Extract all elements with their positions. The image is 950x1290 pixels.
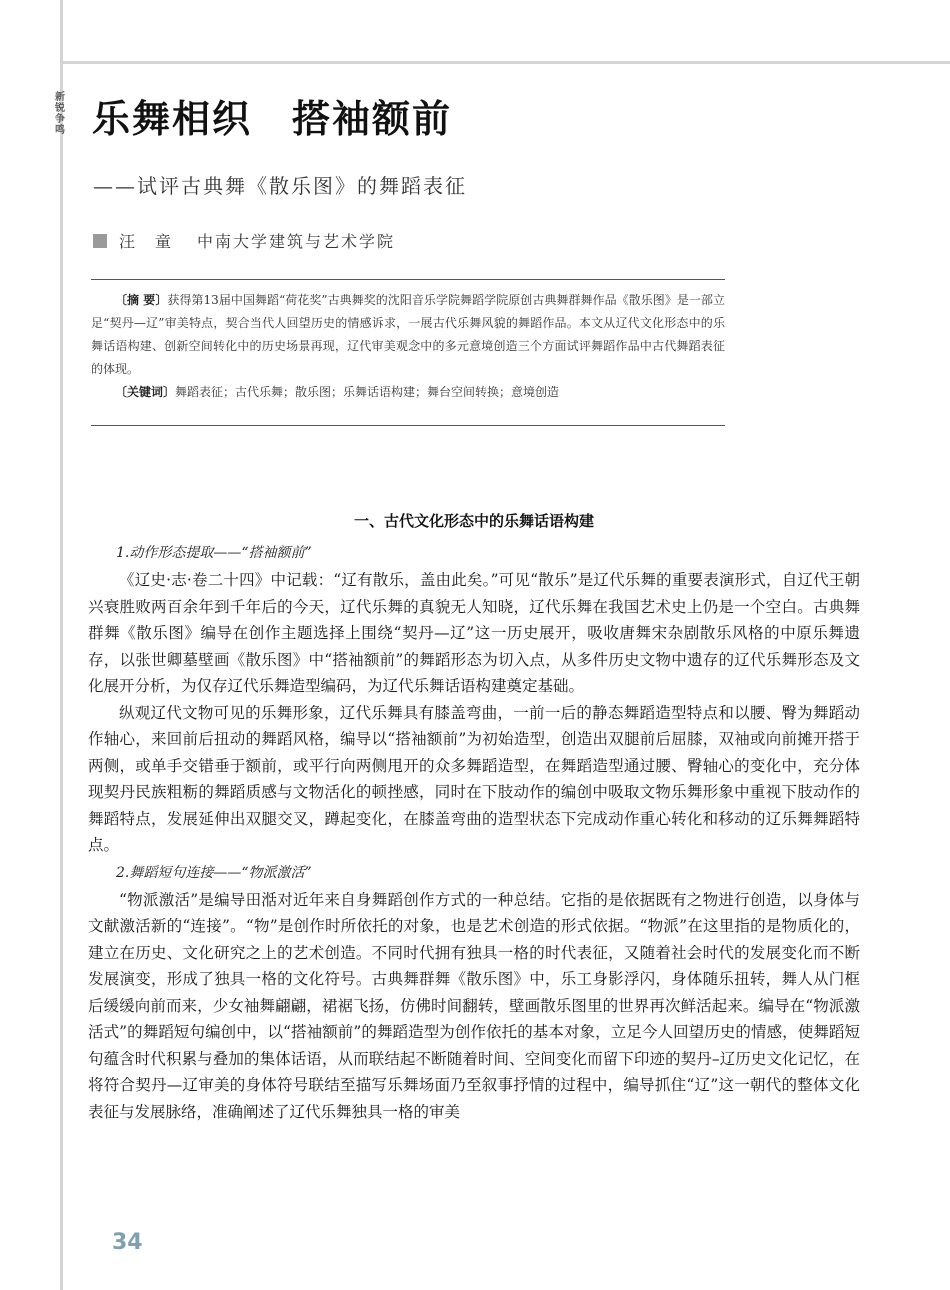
author-affiliation: 中南大学建筑与艺术学院 (197, 232, 396, 251)
author-name: 汪 童 (119, 232, 174, 251)
column-label: 新锐争鸣 (55, 92, 65, 136)
body-paragraph: 《辽史·志·卷二十四》中记载：“辽有散乐，盖由此矣。”可见“散乐”是辽代乐舞的重要表演形式，自辽代王朝兴衰胜败两百余年到千年后的今天，辽代乐舞的真貌无人知晓，辽代乐舞在我国艺术史上仍是一个空白。古典舞群舞《散乐图》编导在创作主题选择上围绕“契丹—辽”这一历史展开，吸收唐舞宋杂剧散乐风格的中原乐舞遗存，以张世卿墓壁画《散乐图》中“搭袖额前”的舞蹈形态为切入点，从多件历史文物中遗存的辽代乐舞形态及文化展开分析，为仅存辽代乐舞造型编码，为辽代乐舞话语构建奠定基础。 (88, 571, 860, 695)
left-margin-rule (60, 0, 63, 1290)
abstract-box (91, 279, 725, 426)
article-body (88, 510, 860, 1125)
body-paragraph: “物派激活”是编导田湉对近年来自身舞蹈创作方式的一种总结。它指的是依据既有之物进行创造，以身体与文献激活新的“连接”。“物”是创作时所依托的对象，也是艺术创造的形式依据。“物派”在这里指的是物质化的，建立在历史、文化研究之上的艺术创造。不同时代拥有独具一格的时代表征，又随着社会时代的发展变化而不断发展演变，形成了独具一格的文化符号。古典舞群舞《散乐图》中，乐工身影浮闪，身体随乐扭转，舞人从门框后缓缓向前而来，少女袖舞翩翩，裙裾飞扬，仿佛时间翻转，壁画散乐图里的世界再次鲜活起来。编导在“物派激活式”的舞蹈短句编创中，以“搭袖额前”的舞蹈造型为创作依托的基本对象，立足今人回望历史的情感，使舞蹈短句蕴含时代积累与叠加的集体话语，从而联结起不断随着时间、空间变化而留下印迹的契丹–辽历史文化记忆，在将符合契丹—辽审美的身体符号联结至描写乐舞场面乃至叙事抒情的过程中，编导抓住“辽”这一朝代的整体文化表征与发展脉络，准确阐述了辽代乐舞独具一格的审美 (88, 890, 860, 1121)
subsection-heading: 2.舞蹈短句连接——“物派激活” (116, 864, 312, 881)
body-paragraph: 纵观辽代文物可见的乐舞形象，辽代乐舞具有膝盖弯曲，一前一后的静态舞蹈造型特点和以腰、臀为舞蹈动作轴心，来回前后扭动的舞蹈风格，编导以“搭袖额前”为初始造型，创造出双腿前后屈膝，双袖或向前摊开搭于两侧，或单手交错垂于额前，或平行向两侧甩开的众多舞蹈造型，在舞蹈造型通过腰、臀轴心的变化中，充分体现契丹民族粗粝的舞蹈质感与文物活化的顿挫感，同时在下肢动作的编创中吸取文物乐舞形象中重视下肢动作的舞蹈特点，发展延伸出双腿交叉，蹲起变化，在膝盖弯曲的造型状态下完成动作重心转化和移动的辽乐舞舞蹈特点。 (88, 703, 860, 854)
keywords-text: 舞蹈表征；古代乐舞；散乐图；乐舞话语构建；舞台空间转换；意境创造 (175, 385, 560, 399)
abstract-paragraph (91, 289, 725, 381)
square-bullet-icon (93, 234, 107, 248)
byline (93, 229, 395, 252)
top-header-rule (60, 61, 950, 64)
section-heading: 一、古代文化形态中的乐舞话语构建 (353, 512, 594, 530)
abstract-label: 〔摘 要〕 (115, 293, 168, 307)
subsection-heading: 1.动作形态提取——“搭袖额前” (116, 545, 312, 561)
keywords-paragraph (91, 381, 725, 404)
abstract-text: 获得第13届中国舞蹈“荷花奖”古典舞奖的沈阳音乐学院舞蹈学院原创古典舞群舞作品《散乐图》是一部立足“契丹—辽”审美特点，契合当代人回望历史的情感诉求，一展古代乐舞风貌的舞蹈作品。本文从辽代文化形态中的乐舞话语构建、创新空间转化中的历史场景再现，辽代审美观念中的多元意境创造三个方面试评舞蹈作品中古代舞蹈表征的体现。 (91, 293, 725, 376)
page-number: 34 (112, 1230, 143, 1255)
keywords-label: 〔关键词〕 (115, 385, 176, 399)
article-subtitle: ——试评古典舞《散乐图》的舞蹈表征 (93, 174, 467, 198)
article-title: 乐舞相织 搭袖额前 (92, 97, 453, 141)
